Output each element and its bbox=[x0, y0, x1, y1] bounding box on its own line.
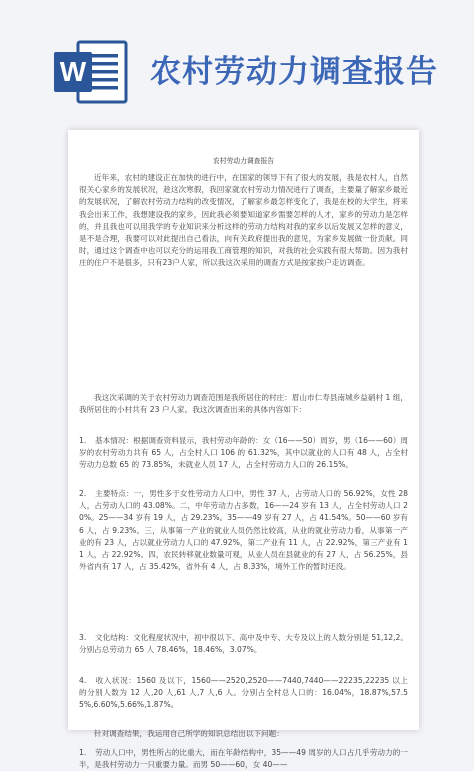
conclusion-paragraph: 针对调查结果，我运用自己所学的知识总结出以下问题： bbox=[94, 729, 284, 738]
list-item-number: 1. bbox=[79, 436, 87, 445]
list-item-number: 4. bbox=[79, 676, 87, 685]
list-item-text: 收入状况：1560 及以下，1560——2520,2520——7440,7440——22235,22235 以上的分别人数为 12 人,20 人,61 人,7 人,6 人。分别占全村总人口的：16.04%，18.87%,57.55%,6.60%,5.66%,1.87%。 bbox=[79, 676, 408, 710]
list-item-number: 1. bbox=[79, 748, 87, 757]
list-item-number: 2. bbox=[79, 489, 87, 498]
list-item-text: 主要特点：一，男性多于女性劳动力人口中，男性 37 人，占劳动人口的 56.92%，女性 28 人，占劳动人口的 43.08%。二，中年劳动力占多数，16——24 岁有 13 人，占全村劳动人口 20%。25——34 岁有 19 人，占 29.23%。35——49 岁有 27 人，占 41.54%。50——60 岁有 6 人，占 9.23%。三，从事第一产业的就业人员仍然比较高，从业的就业劳动力看，从事第一产业的有 23 人，占以就业劳动力人口的 47.92%，第二产业有 11 人，占 22.92%，第三产业有 11 人，占 22.92%。四，农民转移就业数量可观，从业人员在县就业的有 27 人，占 56.25%，县外省内有 17 人，占 35.42%，省外有 4 人，占 8.33%，境外工作的暂时还没。 bbox=[79, 489, 408, 572]
scope-paragraph: 我这次采调的关于农村劳动力调查范围是我所居住的村庄：眉山市仁寿县南城乡益硝村 1 组，我所居住的小村共有 23 户人家。我这次调查出来的具体内容如下： bbox=[79, 393, 408, 415]
page-title: 农村劳动力调查报告 bbox=[150, 54, 438, 90]
list-item-text: 文化结构：文化程度状况中，初中很以下、高中及中专、大专及以上的人数分别是 51,12,2。分别占总劳动力 65 人 78.46%，18.46%，3.07%。 bbox=[79, 633, 408, 655]
list-item-text: 基本情况：根据调查资料显示，我村劳动年龄的：女（16——50）周岁，男（16——60）周岁的农村劳动力共有 65 人，占全村人口 106 的 61.32%，其中以就业的人口有 48 人，占全村劳动力总数 65 的 73.85%，未就业人员 17 人，占全村劳动力人口的 26.15%。 bbox=[79, 436, 408, 470]
intro-paragraph: 近年来，农村的建设正在加快的进行中，在国家的领导下有了很大的发展，我是农村人，自然很关心家乡的发展状况，趁这次寒假，我回家就农村劳动力情况进行了调查，主要量了解家乡最近的发展状况，了解农村劳动力结构的改变情况，了解家乡最怎样变化了，我是在校的大学生，将来我会出来工作，我想建设我的家乡，因此我必须要知道家乡需要怎样的人才，家乡的劳动力是怎样的，并且我也可以用我学的专业知识来分析这样的劳动力结构对我的家乡以后发展又怎样的意义，是不是合理，我要可以对此提出自己看法，向有关政府提出我的意见，为家乡发展做一份贡献。同时，通过这个调查中也可以充分的运用我工商管理的知识，对我的社会实践有很大帮助。因为我村庄的住户不是很多，只有23户人家，所以我这次采用的调查方式是按家挨户走访调查。 bbox=[79, 173, 408, 268]
word-logo-letter: W bbox=[59, 56, 87, 87]
list-item-number: 3. bbox=[79, 633, 87, 642]
document-title: 农村劳动力调查报告 bbox=[212, 157, 275, 165]
document-page bbox=[68, 130, 419, 770]
list-item-text: 劳动人口中，男性所占的比重大，而在年龄结构中，35——49 周岁的人口占几乎劳动力的一半，是我村劳动力一只重要力量。而男 50——60，女 40—— bbox=[79, 748, 408, 770]
list-item-features bbox=[79, 488, 408, 573]
header-banner bbox=[0, 0, 474, 112]
list-item-education bbox=[79, 632, 408, 656]
list-item-problem bbox=[79, 747, 408, 771]
list-item-income bbox=[79, 675, 408, 712]
word-document-icon bbox=[52, 40, 134, 106]
list-item-basic bbox=[79, 435, 408, 472]
